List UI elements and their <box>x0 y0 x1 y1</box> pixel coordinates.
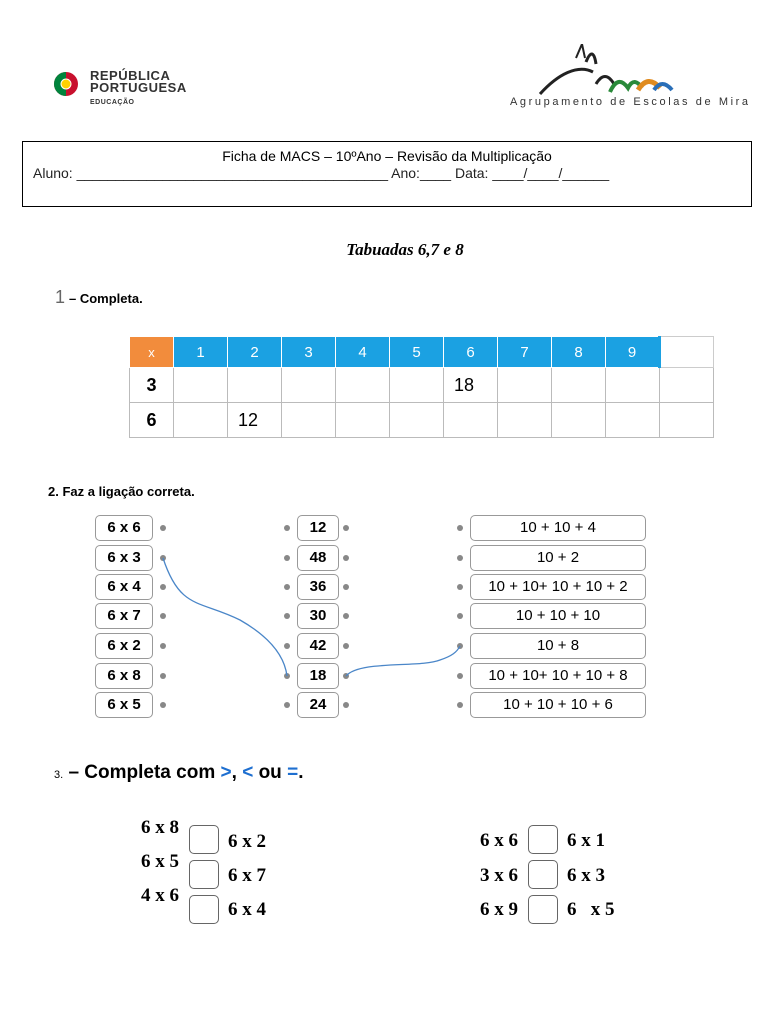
comparison-left-operand: 6 x 8 <box>141 817 179 838</box>
center-product-box[interactable]: 18 <box>297 663 339 689</box>
question-1-number: 1 <box>55 287 66 307</box>
left-expression-box[interactable]: 6 x 2 <box>95 633 153 659</box>
right-sum-box[interactable]: 10 + 10 + 4 <box>470 515 646 541</box>
left-expression-box[interactable]: 6 x 8 <box>95 663 153 689</box>
connector-line-18-10plus8 <box>346 646 460 676</box>
table-row-label: 6 <box>130 403 174 438</box>
question-2-label: 2. Faz a ligação correta. <box>48 484 195 499</box>
comparison-left-operand: 6 x 5 <box>141 851 179 872</box>
agrupamento-text: Agrupamento de Escolas de Mira <box>510 96 751 108</box>
section-heading: Tabuadas 6,7 e 8 <box>346 240 464 259</box>
right-sum-box[interactable]: 10 + 10 + 10 <box>470 603 646 629</box>
center-product-box[interactable]: 36 <box>297 574 339 600</box>
center-product-box[interactable]: 30 <box>297 603 339 629</box>
comparison-right-operand: 6 x 1 <box>567 830 605 851</box>
table-header-cell: 8 <box>552 337 606 368</box>
table-corner-cell: x <box>130 337 174 368</box>
question-3-number: 3. <box>54 769 64 781</box>
table-cell[interactable]: 18 <box>444 368 498 403</box>
comparison-answer-box[interactable] <box>528 825 558 854</box>
comparison-right-operand: 6 x 7 <box>228 865 266 886</box>
table-header-cell: 5 <box>390 337 444 368</box>
comparison-right-operand: 6 x 4 <box>228 899 266 920</box>
comparison-right-operand: 6 x 3 <box>567 865 605 886</box>
table-header-cell: 6 <box>444 337 498 368</box>
left-expression-box[interactable]: 6 x 7 <box>95 603 153 629</box>
greater-than-symbol: > <box>220 762 232 783</box>
left-expression-box[interactable]: 6 x 3 <box>95 545 153 571</box>
comparison-left-operand: 6 x 9 <box>480 899 518 920</box>
left-expression-box[interactable]: 6 x 4 <box>95 574 153 600</box>
left-expression-box[interactable]: 6 x 5 <box>95 692 153 718</box>
republica-text: REPÚBLICA <box>90 68 171 83</box>
right-sum-box[interactable]: 10 + 8 <box>470 633 646 659</box>
portuguesa-text: PORTUGUESA <box>90 80 187 95</box>
table-header-cell: 2 <box>228 337 282 368</box>
center-product-box[interactable]: 24 <box>297 692 339 718</box>
center-product-box[interactable]: 48 <box>297 545 339 571</box>
comma-text: , <box>231 762 243 783</box>
comparison-left-operand: 6 x 6 <box>480 830 518 851</box>
left-expression-box[interactable]: 6 x 6 <box>95 515 153 541</box>
table-header-cell: 1 <box>174 337 228 368</box>
comparison-answer-box[interactable] <box>189 825 219 854</box>
comparison-answer-box[interactable] <box>189 895 219 924</box>
comparison-right-operand: 6 x 2 <box>228 831 266 852</box>
student-info-line: Aluno: ________________________________________ Ano:____ Data: ____/____/______ <box>33 165 610 181</box>
question-3-text: – Completa com <box>63 762 221 783</box>
question-3-label <box>54 762 303 784</box>
worksheet-title: Ficha de MACS – 10ºAno – Revisão da Multiplicação <box>222 148 552 164</box>
table-header-cell: 3 <box>282 337 336 368</box>
period-text: . <box>298 762 304 783</box>
question-1-text: – Completa. <box>69 291 143 306</box>
table-cell[interactable]: 12 <box>228 403 282 438</box>
table-row-label: 3 <box>130 368 174 403</box>
table-header-cell: 9 <box>606 337 660 368</box>
less-than-symbol: < <box>242 762 254 783</box>
right-sum-box[interactable]: 10 + 10+ 10 + 10 + 2 <box>470 574 646 600</box>
educacao-text: EDUCAÇÃO <box>90 99 135 106</box>
center-product-box[interactable]: 12 <box>297 515 339 541</box>
comparison-left-operand: 4 x 6 <box>141 885 179 906</box>
table-header-cell: 4 <box>336 337 390 368</box>
equal-symbol: = <box>287 762 299 783</box>
right-sum-box[interactable]: 10 + 10+ 10 + 10 + 8 <box>470 663 646 689</box>
center-product-box[interactable]: 42 <box>297 633 339 659</box>
comparison-right-operand: 6 x 5 <box>567 899 615 920</box>
comparison-left-operand: 3 x 6 <box>480 865 518 886</box>
comparison-answer-box[interactable] <box>528 895 558 924</box>
ou-text: ou <box>253 762 288 783</box>
table-header-cell: 7 <box>498 337 552 368</box>
connector-line-6x3-18 <box>163 558 287 676</box>
comparison-answer-box[interactable] <box>189 860 219 889</box>
right-sum-box[interactable]: 10 + 2 <box>470 545 646 571</box>
right-sum-box[interactable]: 10 + 10 + 10 + 6 <box>470 692 646 718</box>
comparison-answer-box[interactable] <box>528 860 558 889</box>
